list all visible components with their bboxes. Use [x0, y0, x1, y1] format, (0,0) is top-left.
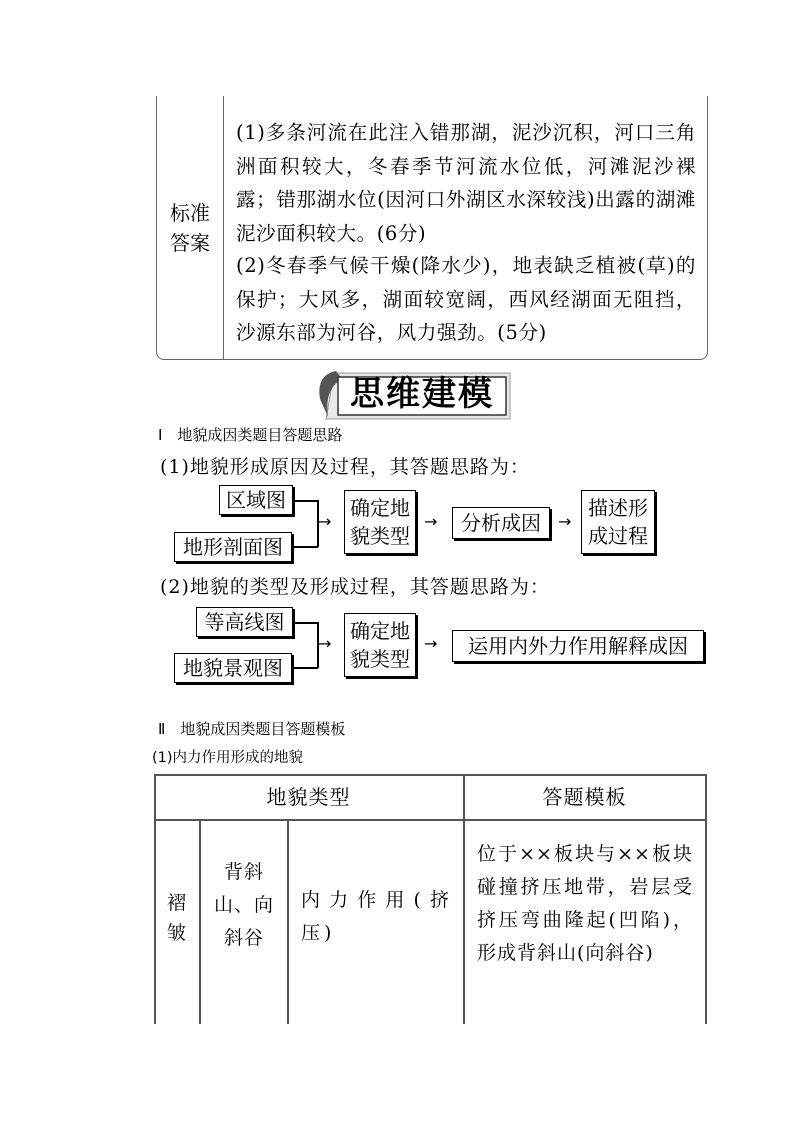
table-row1-template: 位于××板块与××板块碰撞挤压地带，岩层受挤压弯曲隆起(凹陷)，形成背斜山(向斜谷) — [477, 843, 693, 964]
flow2-determine-type-line1: 确定地 — [350, 619, 410, 643]
flow2-input-contour-map: 等高线图 — [196, 607, 293, 637]
table-row1-subtype: 背斜山、向斜谷 — [213, 861, 274, 949]
flow2-explain-cause: 运用内外力作用解释成因 — [452, 630, 704, 662]
answer-box-divider — [223, 96, 224, 359]
flow1-describe-process — [581, 490, 655, 554]
section-banner — [314, 369, 514, 421]
flow1-describe-process-line2: 成过程 — [588, 524, 648, 548]
flow1-analyze-cause: 分析成因 — [452, 507, 550, 539]
banner-title: 思维建模 — [350, 374, 494, 414]
flow2-arrow-1-icon: → — [318, 634, 332, 653]
table-header-type: 地貌类型 — [266, 785, 351, 809]
flow2-arrow-2-icon: → — [424, 634, 438, 653]
flow1-arrow-3-icon: → — [558, 512, 572, 531]
flow2-connector-b — [294, 667, 318, 669]
flow1-input-profile-map: 地形剖面图 — [174, 532, 292, 562]
section1-heading: Ⅰ 地貌成因类题目答题思路 — [158, 426, 343, 444]
answer-label-line1: 标准 — [170, 201, 210, 225]
section1-step2: (2)地貌的类型及形成过程，其答题思路为： — [160, 576, 550, 598]
answer-part1: (1)多条河流在此注入错那湖，泥沙沉积，河口三角洲面积较大，冬春季节河流水位低，河滩泥沙裸露；错那湖水位(因河口外湖区水深较浅)出露的湖滩泥沙面积较大。(6分) — [236, 121, 696, 245]
flow2-input-landscape-map: 地貌景观图 — [174, 653, 292, 683]
answer-box — [156, 96, 708, 360]
flow1-describe-process-line1: 描述形 — [588, 496, 648, 520]
flow2-determine-type — [344, 613, 416, 677]
table-row1-category: 褶皱 — [166, 892, 187, 944]
table-row1-force: 内力作用(挤压) — [301, 889, 453, 944]
answer-label — [157, 198, 223, 258]
flow1-input-region-map: 区域图 — [219, 485, 293, 515]
table-header-template: 答题模板 — [542, 785, 627, 809]
flow1-determine-type-line2: 貌类型 — [350, 524, 410, 548]
flow2-determine-type-line2: 貌类型 — [350, 647, 410, 671]
flow1-arrow-2-icon: → — [424, 512, 438, 531]
flow1-determine-type-line1: 确定地 — [350, 496, 410, 520]
answer-label-line2: 答案 — [170, 231, 210, 255]
flow1-arrow-1-icon: → — [318, 512, 332, 531]
table-border-top — [154, 774, 707, 776]
flow1-connector-a — [294, 500, 318, 502]
table-col-divider-subtype — [287, 820, 289, 1024]
section2-heading: Ⅱ 地貌成因类题目答题模板 — [158, 720, 346, 738]
flow1-determine-type — [344, 490, 416, 554]
flow1-connector-b — [294, 546, 318, 548]
answer-part2: (2)冬春季气候干燥(降水少)，地表缺乏植被(草)的保护；大风多，湖面较宽阔，西风经湖面无阻挡，沙源东部为河谷，风力强劲。(5分) — [236, 254, 696, 344]
table-header-divider — [154, 819, 707, 821]
section2-subheading: (1)内力作用形成的地貌 — [152, 750, 304, 766]
flow2-connector-a — [294, 622, 318, 624]
table-col-divider-category — [199, 820, 201, 1024]
section1-step1: (1)地貌形成原因及过程，其答题思路为： — [160, 456, 530, 478]
landform-table — [154, 774, 707, 1024]
table-border-right — [705, 774, 707, 1024]
